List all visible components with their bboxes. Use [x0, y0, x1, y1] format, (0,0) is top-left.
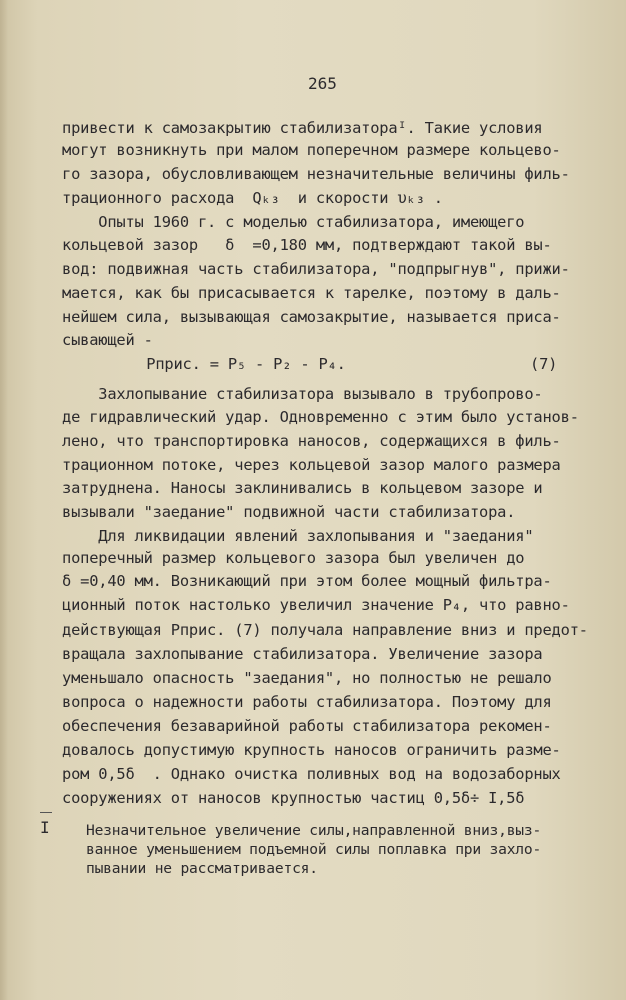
footnote-marker: I [40, 818, 50, 837]
text-line: поперечный размер кольцевого зазора был увеличен до [62, 549, 525, 567]
text-line: вызывали "заедание" подвижной части стабилизатора. [62, 503, 516, 521]
text-line: могут возникнуть при малом поперечном размере кольцево- [62, 141, 561, 159]
footnote-separator [40, 812, 52, 813]
text-line: вод: подвижная часть стабилизатора, "подпрыгнув", прижи- [62, 260, 570, 278]
text-line: Опыты 1960 г. с моделью стабилизатора, имеющего [62, 213, 525, 231]
text-line: ционный поток настолько увеличил значение P₄, что равно- [62, 596, 570, 614]
text-line: сооружениях от наносов крупностью частиц 0,5δ÷ I,5δ [62, 789, 525, 807]
text-line: действующая Pприс. (7) получала направление вниз и предот- [62, 621, 588, 639]
text-line: довалось допустимую крупность наносов ограничить разме- [62, 741, 561, 759]
footnote-line: ванное уменьшением подъемной силы поплавка при захло- [86, 841, 542, 858]
text-line: Pприс. = P₅ - P₂ - P₄. [110, 355, 346, 373]
text-line: привести к самозакрытию стабилизатораᴵ. Такие условия [62, 119, 543, 137]
page-crease-shadow [0, 0, 8, 1000]
text-line: уменьшало опасность "заедания", но полностью не решало [62, 669, 552, 687]
text-line: ром 0,5δ . Однако очистка поливных вод на водозаборных [62, 765, 561, 783]
page-number: 265 [308, 74, 337, 93]
text-line: Для ликвидации явлений захлопывания и "заедания" [62, 527, 534, 545]
text-line: сывающей - [62, 331, 153, 349]
text-line: δ =0,40 мм. Возникающий при этом более мощный фильтра- [62, 572, 552, 590]
text-line: де гидравлический удар. Одновременно с этим было установ- [62, 408, 579, 426]
text-line: (7) [530, 355, 558, 373]
text-line: затруднена. Наносы заклинивались в кольцевом зазоре и [62, 479, 543, 497]
footnote-line: пывании не рассматривается. [86, 860, 318, 877]
text-line: Захлопывание стабилизатора вызывало в трубопрово- [62, 385, 543, 403]
text-line: вопроса о надежности работы стабилизатора. Поэтому для [62, 693, 552, 711]
text-line: го зазора, обусловливающем незначительные величины филь- [62, 165, 570, 183]
text-line: нейшем сила, вызывающая самозакрытие, называется приса- [62, 308, 561, 326]
footnote-line: Незначительное увеличение силы,направленной вниз,выз- [86, 822, 542, 839]
text-line: мается, как бы присасывается к тарелке, поэтому в даль- [62, 284, 561, 302]
text-line: трационном потоке, через кольцевой зазор малого размера [62, 456, 561, 474]
text-line: трационного расхода Qₖ₃ и скорости υₖ₃ . [62, 189, 443, 207]
text-line: лено, что транспортировка наносов, содержащихся в филь- [62, 432, 561, 450]
text-line: обеспечения безаварийной работы стабилизатора рекомен- [62, 717, 552, 735]
text-line: кольцевой зазор δ =0,180 мм, подтверждают такой вы- [62, 236, 552, 254]
text-line: вращала захлопывание стабилизатора. Увеличение зазора [62, 645, 543, 663]
